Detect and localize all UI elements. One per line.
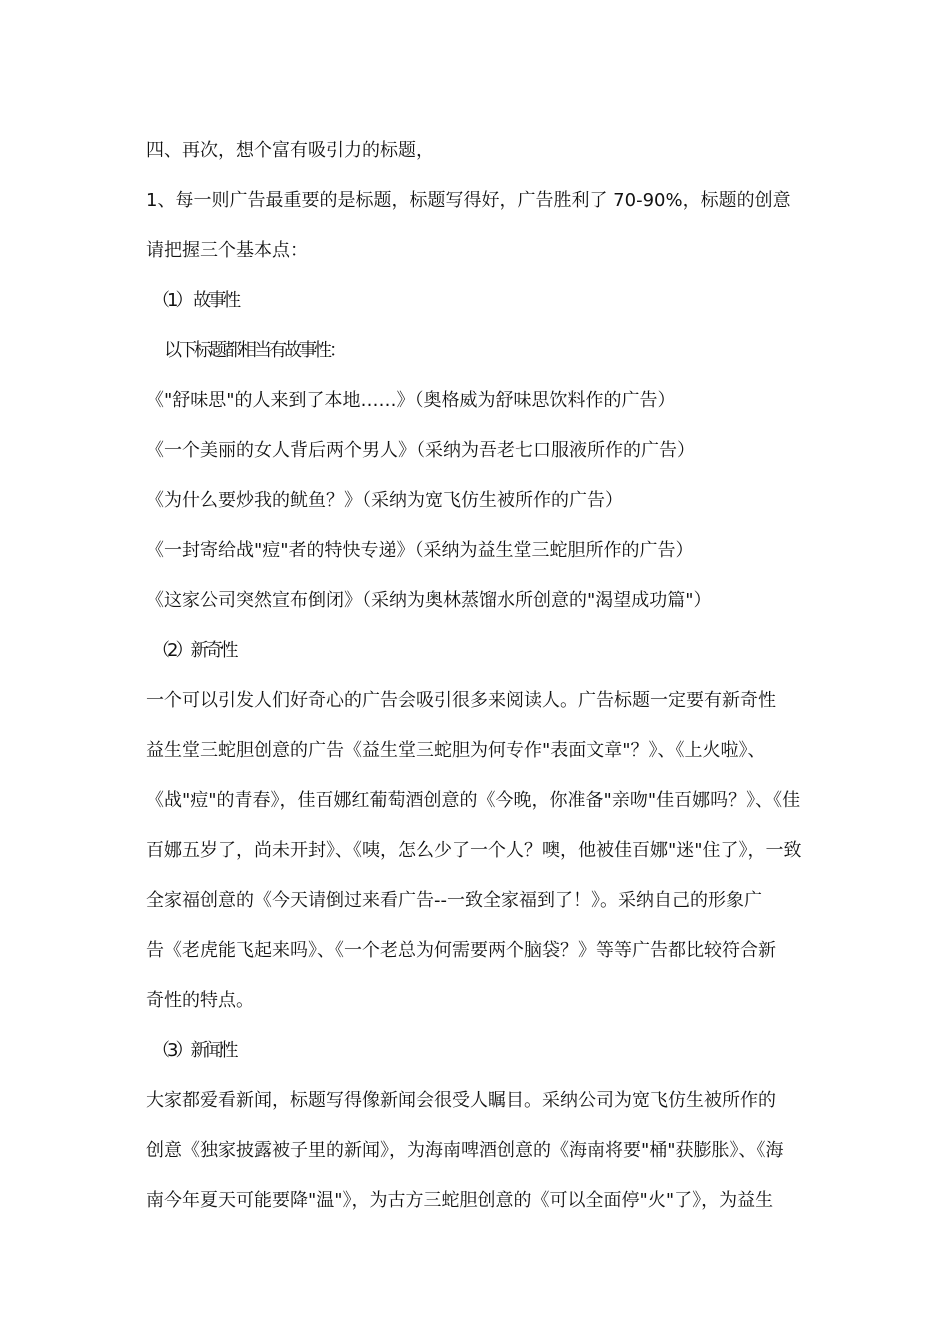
paragraph-line: 益生堂三蛇胆创意的广告《益生堂三蛇胆为何专作"表面文章"？》、《上火啦》、 — [146, 740, 766, 761]
paragraph-line: 《战"痘"的青春》，佳百娜红葡萄酒创意的《今晚，你准备"亲吻"佳百娜吗？》、《佳 — [146, 790, 801, 811]
paragraph-line: 全家福创意的《今天请倒过来看广告--一致全家福到了！》。采纳自己的形象广 — [146, 890, 762, 911]
subheading-news: （3）新闻性 — [152, 1040, 236, 1061]
example-title: 《"舒味思"的人来到了本地……》（奥格威为舒味思饮料作的广告） — [146, 390, 676, 411]
section-heading: 四、再次，想个富有吸引力的标题， — [146, 140, 434, 161]
example-title: 《这家公司突然宣布倒闭》（采纳为奥林蒸馏水所创意的"渴望成功篇"） — [146, 590, 712, 611]
paragraph-line: 创意《独家披露被子里的新闻》，为海南啤酒创意的《海南将要"桶"获膨胀》、《海 — [146, 1140, 784, 1161]
example-title: 《一个美丽的女人背后两个男人》（采纳为吾老七口服液所作的广告） — [146, 440, 695, 461]
paragraph-line: 南今年夏天可能要降"温"》，为古方三蛇胆创意的《可以全面停"火"了》，为益生 — [146, 1190, 774, 1211]
paragraph-line: 告《老虎能飞起来吗》、《一个老总为何需要两个脑袋？》等等广告都比较符合新 — [146, 940, 776, 961]
subheading-story: （1） 故事性 — [152, 290, 239, 311]
paragraph-line: 一个可以引发人们好奇心的广告会吸引很多来阅读人。广告标题一定要有新奇性 — [146, 690, 776, 711]
paragraph-line: 百娜五岁了，尚未开封》、《咦，怎么少了一个人？噢，他被佳百娜"迷"住了》，一致 — [146, 840, 802, 861]
paragraph-line: 大家都爱看新闻，标题写得像新闻会很受人瞩目。采纳公司为宽飞仿生被所作的 — [146, 1090, 776, 1111]
example-title: 《为什么要炒我的鱿鱼？》（采纳为宽飞仿生被所作的广告） — [146, 490, 623, 511]
subheading-novelty: （2）新奇性 — [152, 640, 236, 661]
paragraph-line: 1、每一则广告最重要的是标题，标题写得好，广告胜利了 70-90%，标题的创意 — [146, 190, 791, 211]
paragraph-line: 以下标题都相当有故事性： — [164, 340, 344, 361]
example-title: 《一封寄给战"痘"者的特快专递》（采纳为益生堂三蛇胆所作的广告） — [146, 540, 694, 561]
paragraph-line: 请把握三个基本点： — [146, 240, 308, 261]
paragraph-line: 奇性的特点。 — [146, 990, 254, 1011]
